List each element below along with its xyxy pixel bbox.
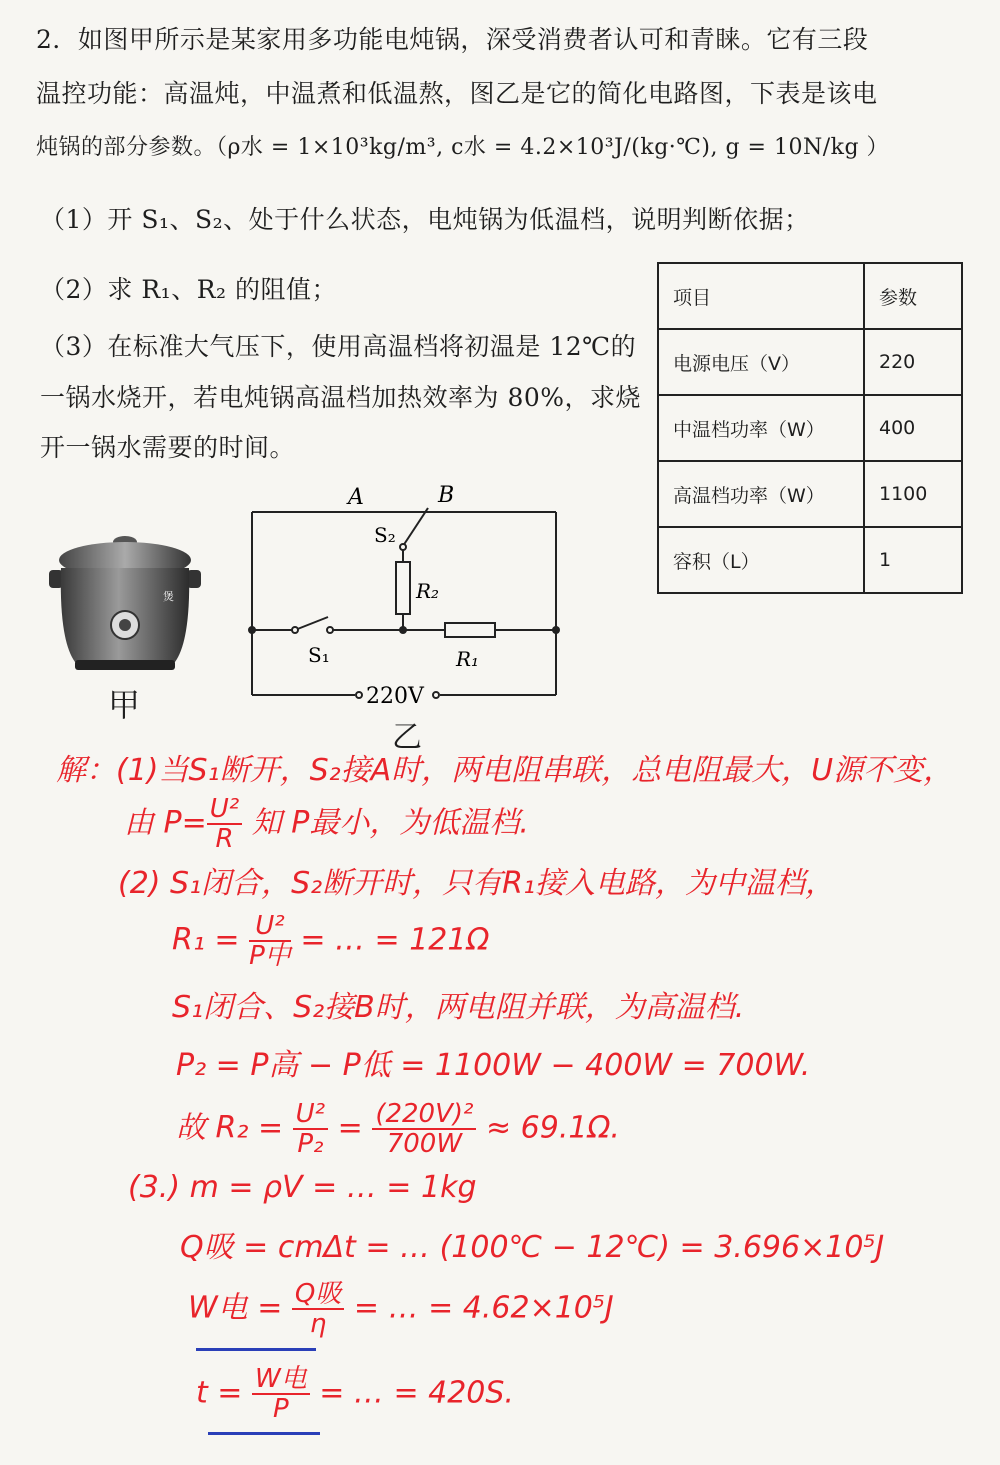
solution-line-4: R₁ = $\frac{\text{U²}}{\text{P中}}$ = … = 121Ω [172, 911, 490, 971]
solution-line-10: W电 = $\frac{\text{Q吸}}{\eta}$ = … = 4.62×10⁵J [188, 1279, 614, 1339]
underline [208, 1432, 320, 1435]
label-r1: R₁ [456, 647, 480, 671]
table-cell: 中温档功率（W） [658, 395, 864, 461]
solution-line-11: t = $\frac{\text{W电}}{P}$ = … = 420S. [196, 1364, 514, 1424]
parameter-table [657, 262, 963, 594]
solution-line-7: 故 R₂ = $\frac{\text{U²}}{\text{P₂}}$ = $\frac{\text{(220V)²}}{700W}$ ≈ 69.1Ω. [176, 1099, 620, 1159]
label-voltage: 220V [366, 684, 424, 709]
question-part-3a: （3）在标准大气压下，使用高温档将初温是 12℃的 [40, 332, 637, 361]
table-header-cell: 项目 [658, 263, 864, 329]
question-part-1: （1）开 S₁、S₂、处于什么状态，电炖锅为低温档，说明判断依据； [40, 205, 810, 234]
caption-yi: 乙 [392, 720, 422, 755]
table-cell: 高温档功率（W） [658, 461, 864, 527]
fraction: $\frac{\text{U²}}{\text{P₂}}$ [293, 1100, 328, 1158]
underline [196, 1348, 316, 1351]
question-part-3b: 一锅水烧开，若电炖锅高温档加热效率为 80%，求烧 [40, 383, 642, 412]
table-cell: 电源电压（V） [658, 329, 864, 395]
question-line-3: 炖锅的部分参数。（ρ水 = 1×10³kg/m³, c水 = 4.2×10³J/(kg·℃), g = 10N/kg ） [36, 135, 890, 160]
label-b: B [438, 483, 455, 508]
table-header-row [658, 263, 962, 329]
solution-line-9: Q吸 = cmΔt = … (100℃ − 12℃) = 3.696×10⁵J [180, 1230, 885, 1265]
table-row [658, 461, 962, 527]
table-row [658, 527, 962, 593]
label-r2: R₂ [416, 579, 440, 603]
table-cell: 220 [864, 329, 962, 395]
table-cell: 容积（L） [658, 527, 864, 593]
table-row [658, 329, 962, 395]
question-line-1: 2．如图甲所示是某家用多功能电炖锅，深受消费者认可和青睐。它有三段 [36, 25, 869, 54]
solution-line-3: (2) S₁闭合，S₂断开时，只有R₁接入电路，为中温档， [118, 866, 836, 901]
solution-line-1: 解：(1)当S₁断开，S₂接A时，两电阻串联，总电阻最大，U源不变， [56, 753, 954, 788]
question-line-2: 温控功能：高温炖，中温煮和低温熬，图乙是它的简化电路图，下表是该电 [36, 79, 878, 108]
table-cell: 1 [864, 527, 962, 593]
solution-line-6: P₂ = P高 − P低 = 1100W − 400W = 700W. [176, 1048, 811, 1083]
fraction: $\frac{\text{U²}}{R}$ [207, 795, 242, 853]
label-s1: S₁ [308, 643, 330, 667]
caption-jia: 甲 [108, 686, 141, 724]
question-part-2: （2）求 R₁、R₂ 的阻值； [40, 275, 337, 304]
question-part-3c: 开一锅水需要的时间。 [40, 433, 296, 462]
fraction: $\frac{\text{W电}}{P}$ [252, 1365, 310, 1423]
solution-line-8: (3.) m = ρV = … = 1kg [128, 1170, 477, 1205]
solution-line-5: S₁闭合、S₂接B时，两电阻并联，为高温档. [172, 990, 745, 1025]
label-s2: S₂ [374, 523, 396, 547]
table-row [658, 395, 962, 461]
label-a: A [348, 485, 364, 510]
table-cell: 400 [864, 395, 962, 461]
circuit-diagram [240, 480, 570, 730]
fraction: $\frac{\text{(220V)²}}{700W}$ [372, 1100, 476, 1158]
fraction: $\frac{\text{Q吸}}{\eta}$ [292, 1280, 344, 1338]
fraction: $\frac{\text{U²}}{\text{P中}}$ [249, 911, 291, 971]
svg-text:煲: 煲 [163, 590, 174, 603]
slow-cooker-image [45, 530, 205, 680]
table-cell: 1100 [864, 461, 962, 527]
solution-line-2: 由 P= $\frac{\text{U²}}{R}$ 知 P最小，为低温档. [124, 794, 529, 854]
table-header-cell: 参数 [864, 263, 962, 329]
